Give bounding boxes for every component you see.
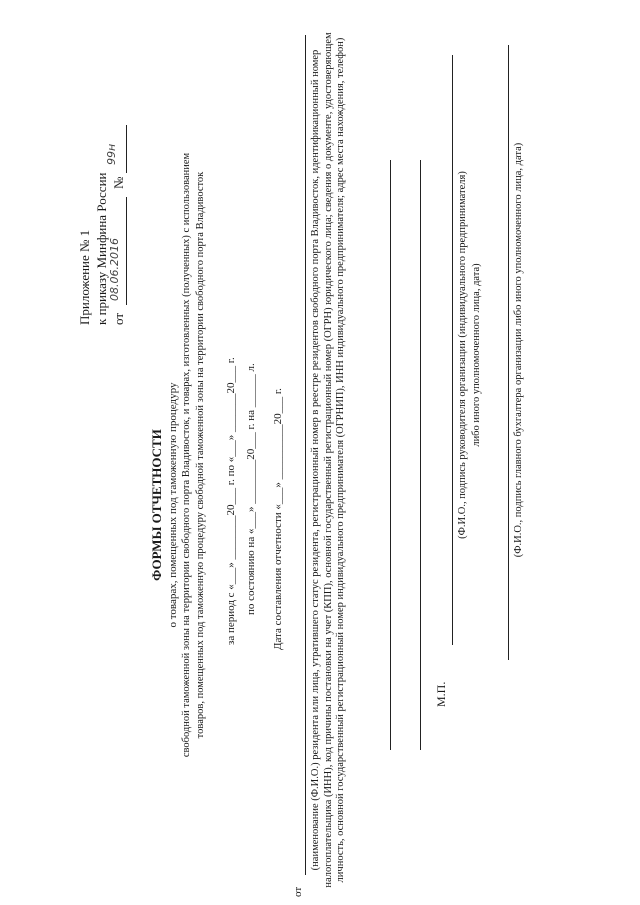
from-label: от	[292, 886, 304, 897]
form-title: ФОРМЫ ОТЧЕТНОСТИ	[149, 429, 164, 581]
head-signature-line	[452, 55, 453, 645]
appendix-number-value: 99н	[105, 143, 118, 165]
appendix-date-row	[105, 105, 130, 325]
from-caption: (наименование (Ф.И.О.) резидента или лица, утратившего статус резидента, регистрационный номер в реестре резидентов свободного порта Владивосток, идентификационный номер налогоплательщика (ИНН), код причины постановки на учет (КПП), основной государственный регистрационный номер (ОГРН) юридического лица; сведения о документе, удостоверяющем личность, основной государственный регистрационный номер индивидуального предпринимателя (ОГРНИП), ИНН индивидуального предпринимателя; адрес места нахождения, телефон)	[310, 32, 347, 888]
period-line-1: за период с «___» ________20___ г. по «___» _______20___ г.	[225, 357, 237, 645]
appendix-number-label: №	[111, 176, 126, 189]
period-line-2: по состоянию на «___» ________20___ г. на ______ л.	[245, 363, 257, 615]
appendix-from-label: от	[111, 312, 126, 325]
appendix-date-underline	[126, 197, 127, 305]
appendix-line2: к приказу Минфина России	[94, 172, 109, 325]
from-blank-line-2	[420, 160, 421, 750]
report-date-line: Дата составления отчетности «___» __________20___ г.	[272, 388, 284, 650]
accountant-signature-line	[508, 45, 509, 660]
appendix-number-underline	[126, 125, 127, 173]
appendix-line1: Приложение № 1	[77, 229, 92, 325]
from-blank-line-1	[390, 160, 391, 750]
stamp-label: М.П.	[434, 681, 448, 707]
head-signature-caption-1: (Ф.И.О., подпись руководителя организации (индивидуального предпринимателя)	[457, 171, 468, 539]
from-underline	[305, 35, 306, 875]
form-subtitle-2: свободной таможенной зоны на территории свободного порта Владивосток, и товарах, изготовленных (полученных) с использованием	[181, 152, 192, 758]
appendix-date-value: 08.06.2016	[108, 238, 121, 301]
head-signature-caption-2: либо иного уполномоченного лица, дата)	[471, 263, 482, 447]
form-subtitle-3: товаров, помещенных под таможенную процедуру свободной таможенной зоны на территории свободного порта Владивосток	[195, 171, 206, 739]
accountant-signature-caption: (Ф.И.О., подпись главного бухгалтера организации либо иного уполномоченного лица, дата)	[513, 142, 524, 558]
form-subtitle-1: о товарах, помещенных под таможенную процедуру	[167, 382, 179, 628]
